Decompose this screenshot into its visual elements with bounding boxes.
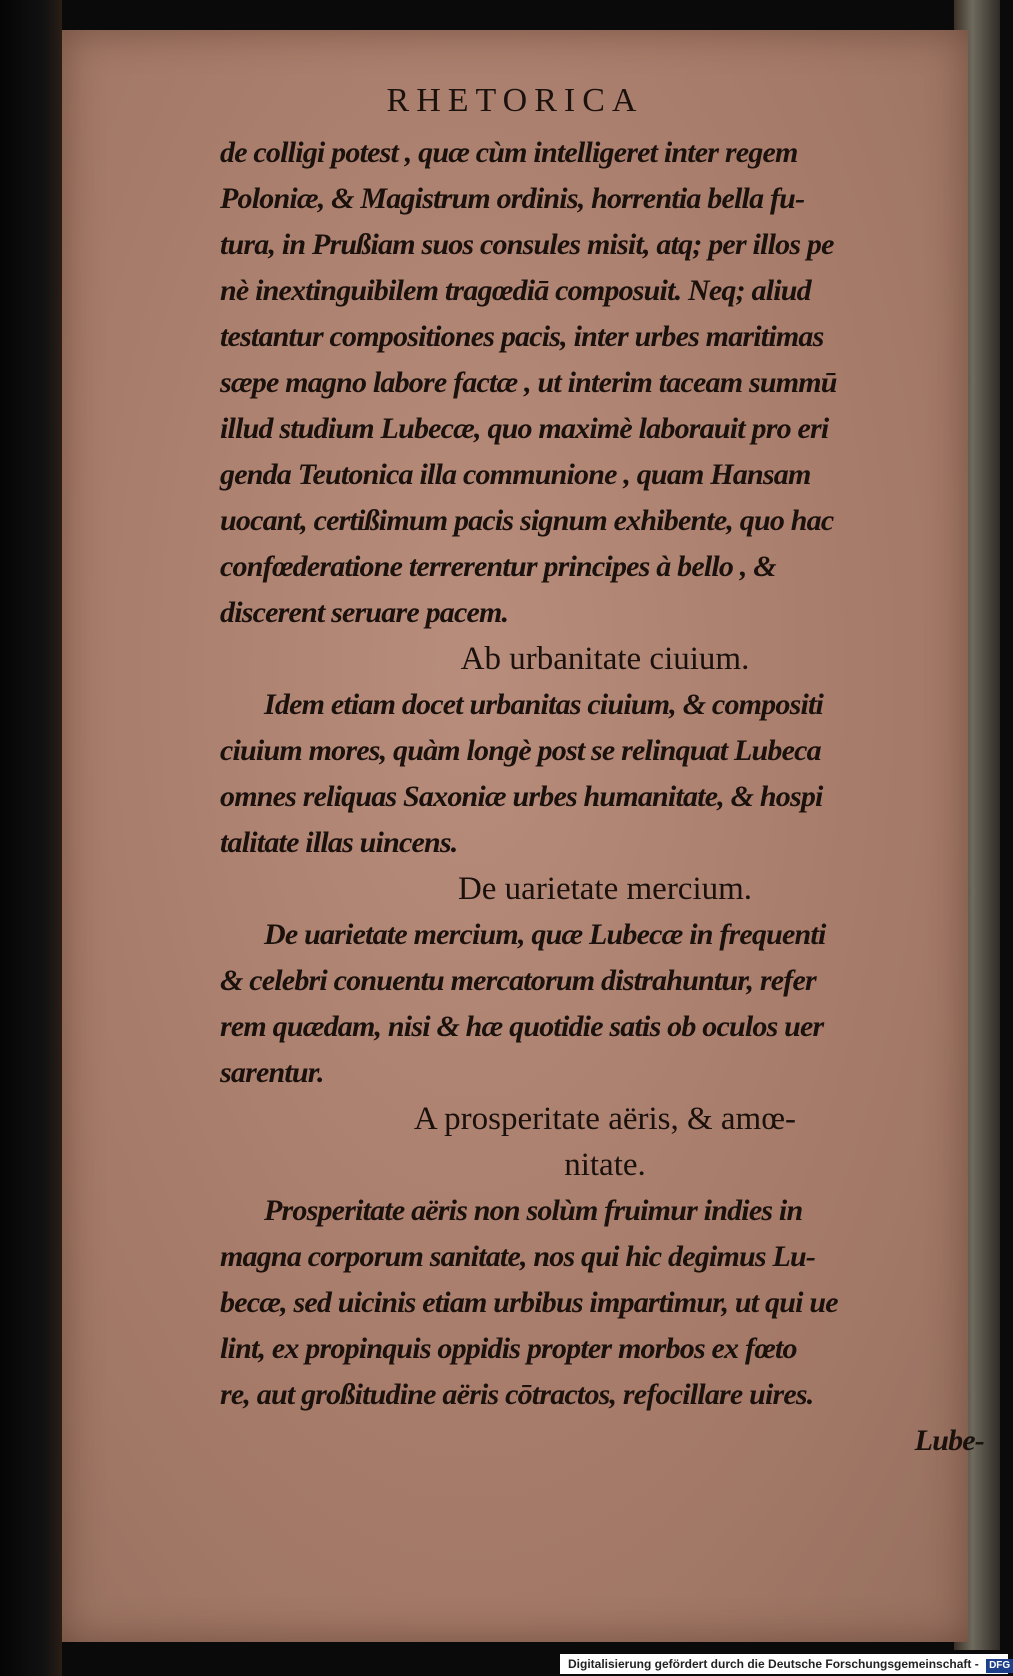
text-line: Idem etiam docet urbanitas ciuium, & compositi — [264, 688, 824, 721]
text-line: testantur compositiones pacis, inter urbes maritimas — [220, 320, 824, 353]
book-page — [62, 30, 984, 1642]
text-line: ciuium mores, quàm longè post se relinquat Lubeca — [220, 734, 821, 767]
book-spine-shadow — [0, 0, 62, 1676]
text-line: nè inextinguibilem tragœdiā composuit. Neq; aliud — [220, 274, 811, 307]
text-line: & celebri conuentu mercatorum distrahuntur, refer — [220, 964, 816, 997]
text-line: sæpe magno labore factæ , ut interim taceam summū — [220, 366, 837, 399]
text-line: Poloniæ, & Magistrum ordinis, horrentia bella fu- — [220, 182, 805, 215]
digitization-credit — [560, 1654, 1011, 1674]
text-line: tura, in Prußiam suos consules misit, atq; per illos pe — [220, 228, 834, 261]
text-line: illud studium Lubecæ, quo maximè laborauit pro eri — [220, 412, 829, 445]
section-heading-aer-cont: nitate. — [564, 1147, 646, 1183]
text-line: magna corporum sanitate, nos qui hic degimus Lu- — [220, 1240, 816, 1273]
text-line: becæ, sed uicinis etiam urbibus impartimur, ut qui ue — [220, 1286, 838, 1319]
running-head: RHETORICA — [386, 82, 644, 119]
text-line: rem quædam, nisi & hæ quotidie satis ob oculos uer — [220, 1010, 824, 1043]
text-line: De uarietate mercium, quæ Lubecæ in frequenti — [264, 918, 826, 951]
text-line: confœderatione terrerentur principes à bello , & — [220, 550, 776, 583]
text-line: talitate illas uincens. — [220, 826, 458, 859]
section-heading-aer: A prosperitate aëris, & amœ- — [413, 1101, 797, 1137]
page-text — [220, 130, 990, 1464]
text-line: uocant, certißimum pacis signum exhibente, quo hac — [220, 504, 834, 537]
dfg-logo: DFG — [986, 1659, 1013, 1673]
catchword: Lube- — [914, 1424, 984, 1457]
section-heading-urbanitas: Ab urbanitate ciuium. — [460, 641, 750, 677]
text-line: genda Teutonica illa communione , quam Hansam — [220, 458, 811, 491]
text-line: sarentur. — [220, 1056, 324, 1089]
text-line: lint, ex propinquis oppidis propter morbos ex fœto — [220, 1332, 797, 1365]
text-line: re, aut großitudine aëris cōtractos, refocillare uires. — [220, 1378, 814, 1411]
text-line: discerent seruare pacem. — [220, 596, 509, 629]
section-heading-merces: De uarietate mercium. — [457, 871, 753, 907]
text-line: omnes reliquas Saxoniæ urbes humanitate, & hospi — [220, 780, 823, 813]
credit-text: Digitalisierung gefördert durch die Deutsche Forschungsgemeinschaft - — [568, 1657, 979, 1671]
text-line: de colligi potest , quæ cùm intelligeret inter regem — [220, 136, 798, 169]
text-line: Prosperitate aëris non solùm fruimur indies in — [264, 1194, 803, 1227]
